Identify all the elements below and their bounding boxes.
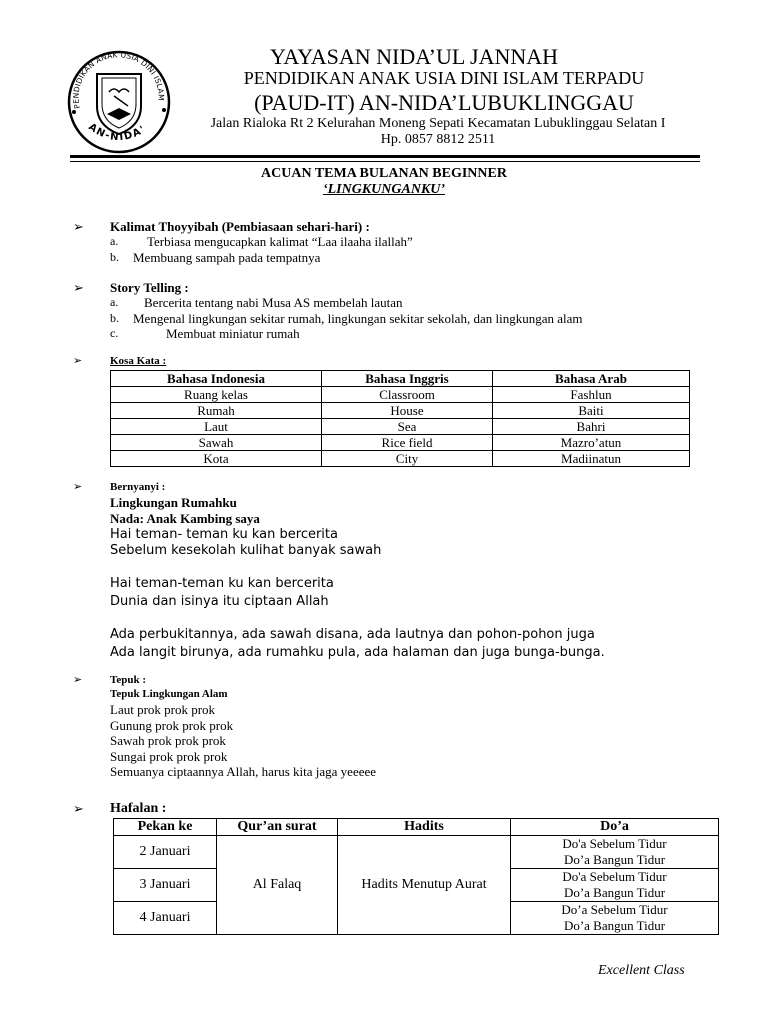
list-marker: a. <box>110 234 119 248</box>
tepuk-line: Sawah prok prok prok <box>110 733 226 748</box>
list-item: Mengenal lingkungan sekitar rumah, lingkungan sekitar sekolah, dan lingkungan alam <box>133 311 583 326</box>
logo-arc-text: PENDIDIKAN ANAK USIA DINI ISLAM <box>71 50 166 110</box>
table-cell <box>511 902 719 935</box>
column-header: Pekan ke <box>114 819 217 836</box>
column-header: Bahasa Indonesia <box>111 371 322 387</box>
section-heading-tepuk: Tepuk : <box>110 674 146 686</box>
section-heading-kosa-kata: Kosa Kata : <box>110 355 167 367</box>
address-line: Jalan Rialoka Rt 2 Kelurahan Moneng Sepati Kecamatan Lubuklinggau Selatan I <box>210 116 666 131</box>
table-cell: Sea <box>322 419 493 435</box>
section-heading-story: Story Telling : <box>110 280 189 295</box>
song-title: Lingkungan Rumahku <box>110 495 237 510</box>
school-name: (PAUD-IT) AN-NIDA’LUBUKLINGGAU <box>254 90 634 115</box>
table-cell: Mazro’atun <box>493 435 690 451</box>
table-cell: 4 Januari <box>114 902 217 935</box>
song-line: Hai teman- teman ku kan bercerita <box>110 527 338 542</box>
section-heading-bernyanyi: Bernyanyi : <box>110 481 166 493</box>
table-row <box>111 435 690 451</box>
song-line: Ada langit birunya, ada rumahku pula, ada halaman dan juga bunga-bunga. <box>110 645 605 660</box>
table-cell: 2 Januari <box>114 836 217 869</box>
list-marker: c. <box>110 326 119 340</box>
tepuk-title: Tepuk Lingkungan Alam <box>110 688 228 700</box>
hafalan-table <box>113 818 719 935</box>
table-cell: Baiti <box>493 403 690 419</box>
phone-line: Hp. 0857 8812 2511 <box>380 132 496 147</box>
doa-item: Do'a Sebelum Tidur <box>562 869 667 884</box>
tepuk-line: Sungai prok prok prok <box>110 749 228 764</box>
kosa-kata-table <box>110 370 690 467</box>
document-title: ACUAN TEMA BULANAN BEGINNER <box>261 166 507 181</box>
arrow-bullet-icon: ➢ <box>73 801 84 816</box>
table-header-row <box>114 819 719 836</box>
column-header: Bahasa Inggris <box>322 371 493 387</box>
table-cell: Fashlun <box>493 387 690 403</box>
section-heading-hafalan: Hafalan : <box>110 801 167 816</box>
table-row <box>114 836 719 869</box>
school-address <box>150 116 726 148</box>
column-header: Bahasa Arab <box>493 371 690 387</box>
document-theme: ‘LINGKUNGANKU’ <box>322 182 446 197</box>
arrow-bullet-icon: ➢ <box>73 355 83 367</box>
column-header: Qur’an surat <box>217 819 338 836</box>
tepuk-line: Gunung prok prok prok <box>110 718 234 733</box>
header-rule-thick <box>70 155 700 158</box>
table-row <box>111 419 690 435</box>
table-row <box>111 387 690 403</box>
table-cell: House <box>322 403 493 419</box>
footer-text: Excellent Class <box>598 963 685 978</box>
song-line: Sebelum kesekolah kulihat banyak sawah <box>110 543 382 558</box>
tepuk-line: Semuanya ciptaannya Allah, harus kita jaga yeeeee <box>110 764 377 779</box>
arrow-bullet-icon: ➢ <box>73 481 83 493</box>
table-cell: Hadits Menutup Aurat <box>338 836 511 935</box>
list-item: Membuang sampah pada tempatnya <box>133 250 321 265</box>
list-marker: a. <box>110 295 119 309</box>
table-cell <box>511 836 719 869</box>
column-header: Do’a <box>511 819 719 836</box>
table-cell: Rice field <box>322 435 493 451</box>
table-cell: Bahri <box>493 419 690 435</box>
table-cell: 3 Januari <box>114 869 217 902</box>
table-cell: Al Falaq <box>217 836 338 935</box>
arrow-bullet-icon: ➢ <box>73 674 83 686</box>
arrow-bullet-icon: ➢ <box>73 219 84 234</box>
song-line: Hai teman-teman ku kan bercerita <box>110 576 334 591</box>
arrow-bullet-icon: ➢ <box>73 280 84 295</box>
table-cell: Laut <box>111 419 322 435</box>
table-cell: Ruang kelas <box>111 387 322 403</box>
tepuk-line: Laut prok prok prok <box>110 702 216 717</box>
header-rule-thin <box>70 161 700 162</box>
song-tune: Nada: Anak Kambing saya <box>110 511 260 526</box>
table-cell: Kota <box>111 451 322 467</box>
doa-item: Do’a Bangun Tidur <box>563 852 666 867</box>
doa-item: Do’a Sebelum Tidur <box>561 902 668 917</box>
table-cell: City <box>322 451 493 467</box>
table-cell: Madiinatun <box>493 451 690 467</box>
logo-bottom-text: AN-NIDA' <box>86 121 149 144</box>
school-type: PENDIDIKAN ANAK USIA DINI ISLAM TERPADU <box>243 68 645 88</box>
list-item: Terbiasa mengucapkan kalimat “Laa ilaaha ilallah” <box>147 234 413 249</box>
list-marker: b. <box>110 250 119 264</box>
org-name: YAYASAN NIDA’UL JANNAH <box>269 44 559 69</box>
doa-item: Do'a Sebelum Tidur <box>562 836 667 851</box>
list-item: Membuat miniatur rumah <box>166 326 300 341</box>
table-cell <box>511 869 719 902</box>
doa-item: Do’a Bangun Tidur <box>563 918 666 933</box>
table-cell: Rumah <box>111 403 322 419</box>
section-heading-kalimat: Kalimat Thoyyibah (Pembiasaan sehari-hari) : <box>110 219 370 234</box>
song-line: Ada perbukitannya, ada sawah disana, ada lautnya dan pohon-pohon juga <box>110 627 595 642</box>
song-line: Dunia dan isinya itu ciptaan Allah <box>110 594 329 609</box>
table-row <box>111 451 690 467</box>
table-cell: Sawah <box>111 435 322 451</box>
list-marker: b. <box>110 311 119 325</box>
table-cell: Classroom <box>322 387 493 403</box>
doa-item: Do’a Bangun Tidur <box>563 885 666 900</box>
list-item: Bercerita tentang nabi Musa AS membelah lautan <box>144 295 403 310</box>
table-row <box>111 403 690 419</box>
column-header: Hadits <box>338 819 511 836</box>
table-header-row <box>111 371 690 387</box>
